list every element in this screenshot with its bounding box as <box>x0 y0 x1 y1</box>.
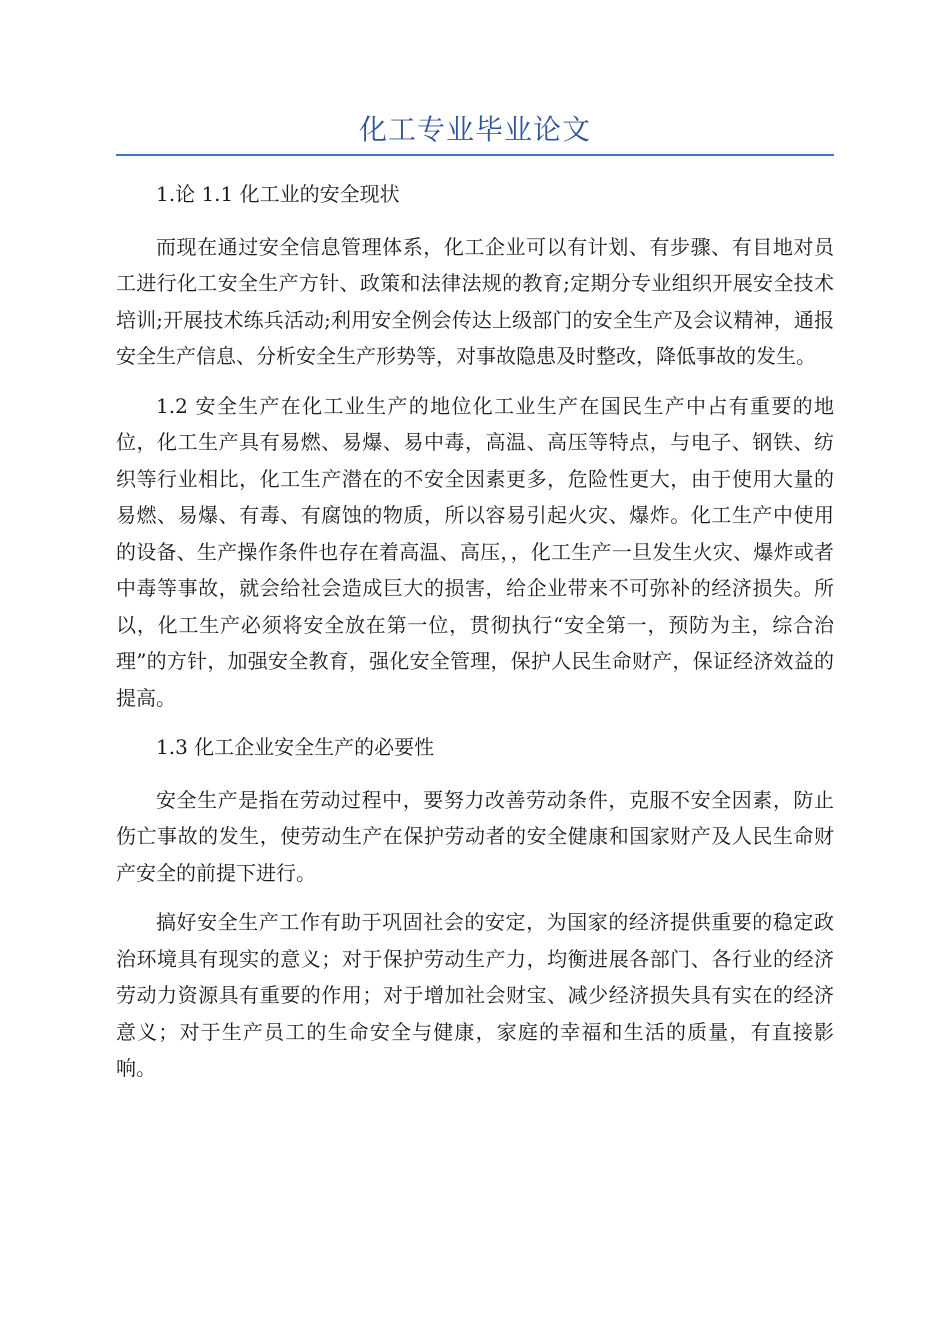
title-underline <box>116 154 834 156</box>
paragraph-safety-position: 1.2 安全生产在化工业生产的地位化工业生产在国民生产中占有重要的地位，化工生产具有易燃、易爆、易中毒，高温、高压等特点，与电子、钢铁、纺织等行业相比，化工生产潜在的不安全因素更多，危险性更大，由于使用大量的易燃、易爆、有毒、有腐蚀的物质，所以容易引起火灾、爆炸。化工生产中使用的设备、生产操作条件也存在着高温、高压，，化工生产一旦发生火灾、爆炸或者中毒等事故，就会给社会造成巨大的损害，给企业带来不可弥补的经济损失。所以，化工生产必须将安全放在第一位，贯彻执行“安全第一，预防为主，综合治理”的方针，加强安全教育，强化安全管理，保护人民生命财产，保证经济效益的提高。 <box>116 393 834 710</box>
section-heading-1-1: 1.论 1.1 化工业的安全现状 <box>156 182 400 206</box>
paragraph-safety-definition: 安全生产是指在劳动过程中，要努力改善劳动条件，克服不安全因素，防止伤亡事故的发生，使劳动生产在保护劳动者的安全健康和国家财产及人民生命财产安全的前提下进行。 <box>116 787 834 885</box>
paragraph-safety-status: 而现在通过安全信息管理体系，化工企业可以有计划、有步骤、有目地对员工进行化工安全生产方针、政策和法律法规的教育;定期分专业组织开展安全技术培训;开展技术练兵活动;利用安全例会传达上级部门的安全生产及会议精神，通报安全生产信息、分析安全生产形势等，对事故隐患及时整改，降低事故的发生。 <box>116 234 834 368</box>
page-title: 化工专业毕业论文 <box>358 113 591 146</box>
section-heading-1-3: 1.3 化工企业安全生产的必要性 <box>156 735 435 759</box>
document-body <box>116 176 834 1100</box>
paragraph-safety-significance: 搞好安全生产工作有助于巩固社会的安定，为国家的经济提供重要的稳定政治环境具有现实的意义；对于保护劳动生产力，均衡进展各部门、各行业的经济劳动力资源具有重要的作用；对于增加社会财宝、减少经济损失具有实在的经济意义；对于生产员工的生命安全与健康，家庭的幸福和生活的质量，有直接影响。 <box>116 910 834 1080</box>
